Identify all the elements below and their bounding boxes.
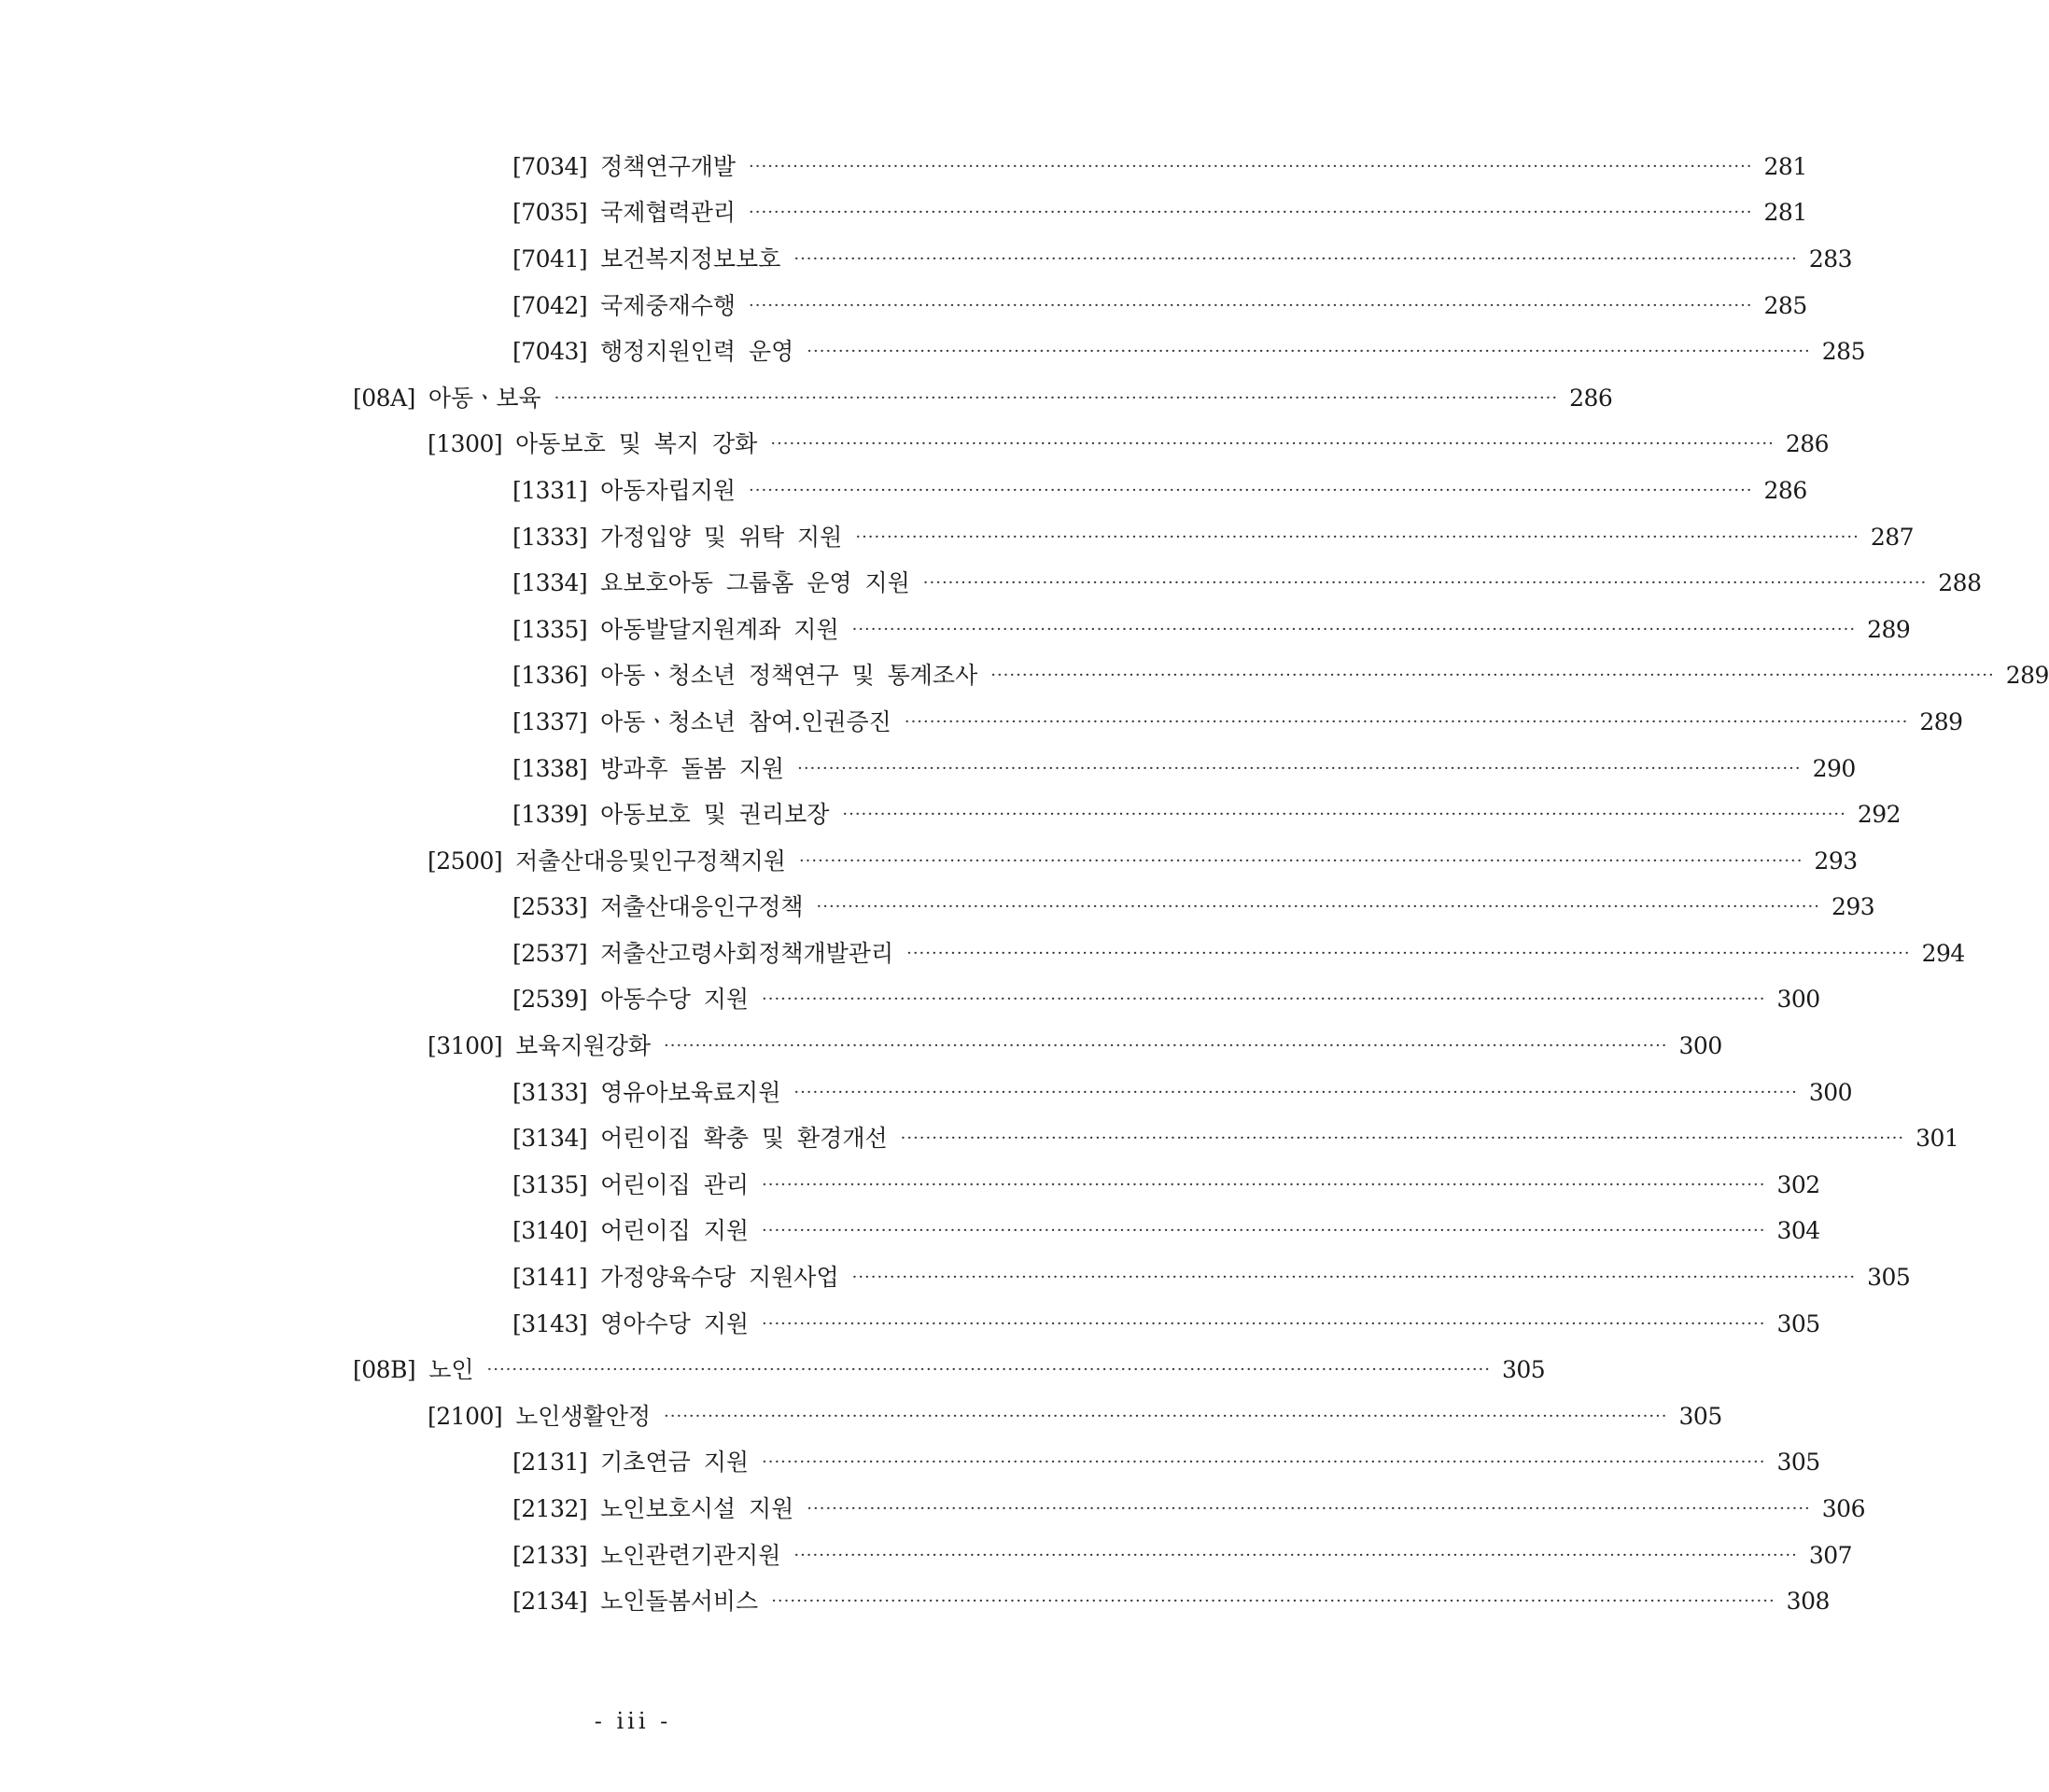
toc-entry[interactable] — [0, 1070, 1853, 1116]
toc-entry-title: 국제협력관리 — [600, 199, 737, 227]
toc-entry-title: 아동보호 및 권리보장 — [600, 801, 830, 829]
toc-entry[interactable] — [0, 607, 1911, 653]
toc-entry-title: 아동ㆍ보육 — [428, 384, 541, 412]
toc-entry-page: 286 — [1569, 384, 1613, 412]
toc-entry-page: 293 — [1814, 847, 1858, 875]
toc-entry-page: 305 — [1776, 1449, 1820, 1477]
toc-entry[interactable] — [0, 1347, 1546, 1393]
toc-entry-page: 300 — [1678, 1032, 1722, 1060]
toc-entry-title: 아동수당 지원 — [600, 986, 749, 1014]
toc-entry-title: 행정지원인력 운영 — [600, 338, 794, 366]
toc-entry[interactable] — [0, 1023, 1722, 1070]
toc-entry[interactable] — [0, 699, 1963, 746]
toc-entry-code: [2539] — [512, 986, 588, 1014]
toc-entry-title: 요보호아동 그룹홈 운영 지원 — [600, 569, 910, 597]
toc-entry-code: [1339] — [512, 801, 588, 829]
toc-entry[interactable] — [0, 422, 1830, 469]
toc-entry-page: 292 — [1857, 801, 1902, 829]
toc-entry[interactable] — [0, 514, 1915, 561]
dot-leader: ································································································································································ — [922, 573, 1928, 594]
toc-entry-code: [2500] — [428, 847, 503, 875]
toc-entry-code: [1300] — [428, 430, 503, 458]
toc-entry-code: [3134] — [512, 1125, 588, 1153]
toc-entry-title: 가정입양 및 위탁 지원 — [600, 523, 843, 551]
toc-entry[interactable] — [0, 1578, 1830, 1625]
toc-entry-code: [2100] — [428, 1402, 503, 1430]
dot-leader: ································································································································································ — [851, 1267, 1857, 1288]
dot-leader: ································································································································································ — [990, 665, 1995, 686]
toc-entry-title: 기초연금 지원 — [600, 1449, 749, 1477]
toc-entry-code: [2132] — [512, 1495, 588, 1523]
toc-entry-title: 아동ㆍ청소년 참여.인권증진 — [600, 707, 891, 735]
toc-entry-page: 287 — [1870, 523, 1915, 551]
toc-entry[interactable] — [0, 190, 1807, 237]
dot-leader: ································································································································································ — [749, 480, 1753, 500]
toc-entry[interactable] — [0, 791, 1902, 838]
toc-entry-page: 281 — [1763, 152, 1807, 180]
toc-entry-title: 아동보호 및 복지 강화 — [515, 430, 758, 458]
toc-entry-code: [3140] — [512, 1217, 588, 1245]
dot-leader: ································································································································································ — [851, 619, 1857, 639]
toc-entry-title: 보육지원강화 — [515, 1032, 652, 1060]
toc-entry-title: 영아수당 지원 — [600, 1309, 749, 1337]
toc-entry-page: 304 — [1776, 1217, 1820, 1245]
toc-entry-title: 노인생활안정 — [515, 1402, 652, 1430]
toc-entry-page: 283 — [1808, 245, 1853, 273]
toc-entry-code: [1336] — [512, 662, 588, 690]
toc-entry[interactable] — [0, 1393, 1722, 1440]
dot-leader: ································································································································································ — [798, 850, 1803, 871]
dot-leader: ································································································································································ — [770, 434, 1775, 455]
toc-entry-title: 노인관련기관지원 — [600, 1541, 781, 1569]
toc-entry-title: 아동자립지원 — [600, 476, 737, 504]
toc-entry-code: [2537] — [512, 939, 588, 967]
toc-entry[interactable] — [0, 1486, 1865, 1533]
toc-entry[interactable] — [0, 468, 1807, 514]
toc-entry-page: 289 — [2005, 662, 2049, 690]
toc-entry-code: [2134] — [512, 1588, 588, 1616]
table-of-contents — [0, 144, 2049, 1625]
toc-entry-code: [3135] — [512, 1170, 588, 1198]
toc-entry-title: 아동ㆍ청소년 정책연구 및 통계조사 — [600, 662, 978, 690]
toc-entry[interactable] — [0, 560, 1982, 607]
toc-entry-code: [1337] — [512, 707, 588, 735]
toc-entry[interactable] — [0, 144, 1807, 190]
dot-leader: ································································································································································ — [797, 758, 1802, 778]
toc-entry[interactable] — [0, 1301, 1820, 1348]
dot-leader: ································································································································································ — [762, 1452, 1766, 1473]
dot-leader: ································································································································································ — [749, 295, 1753, 315]
toc-entry[interactable] — [0, 375, 1613, 422]
toc-entry-title: 저출산대응및인구정책지원 — [515, 847, 786, 875]
dot-leader: ································································································································································ — [762, 989, 1766, 1010]
dot-leader: ································································································································································ — [816, 897, 1820, 917]
toc-entry-code: [7043] — [512, 338, 588, 366]
toc-entry[interactable] — [0, 931, 1965, 977]
toc-entry-page: 286 — [1763, 476, 1807, 504]
toc-entry-code: [08B] — [353, 1356, 416, 1384]
toc-entry[interactable] — [0, 1254, 1911, 1301]
toc-entry-title: 노인돌봄서비스 — [600, 1588, 759, 1616]
dot-leader: ································································································································································ — [906, 943, 1911, 963]
toc-entry-page: 285 — [1821, 338, 1865, 366]
toc-entry[interactable] — [0, 838, 1858, 885]
toc-entry-code: [7034] — [512, 152, 588, 180]
toc-entry-code: [7042] — [512, 291, 588, 319]
toc-entry[interactable] — [0, 1209, 1820, 1255]
toc-entry-page: 289 — [1867, 615, 1911, 643]
toc-entry-page: 305 — [1776, 1309, 1820, 1337]
toc-entry-page: 305 — [1867, 1264, 1911, 1292]
dot-leader: ································································································································································ — [749, 203, 1753, 223]
toc-entry-title: 국제중재수행 — [600, 291, 737, 319]
dot-leader: ································································································································································ — [793, 248, 1798, 269]
toc-entry-page: 301 — [1916, 1125, 1959, 1153]
dot-leader: ································································································································································ — [762, 1221, 1766, 1241]
toc-entry-title: 보건복지정보보호 — [600, 245, 781, 273]
toc-entry-title: 저출산대응인구정책 — [600, 893, 804, 921]
toc-entry-code: [1333] — [512, 523, 588, 551]
toc-entry-title: 방과후 돌봄 지원 — [600, 754, 785, 782]
toc-entry-title: 가정양육수당 지원사업 — [600, 1264, 839, 1292]
toc-entry-page: 300 — [1776, 986, 1820, 1014]
toc-entry-title: 노인보호시설 지원 — [600, 1495, 794, 1523]
toc-entry-page: 302 — [1776, 1170, 1820, 1198]
toc-entry[interactable] — [0, 283, 1807, 329]
toc-entry-code: [3143] — [512, 1309, 588, 1337]
dot-leader: ································································································································································ — [807, 1499, 1811, 1519]
toc-entry-page: 286 — [1785, 430, 1830, 458]
toc-entry-code: [08A] — [353, 384, 415, 412]
toc-entry-title: 정책연구개발 — [600, 152, 737, 180]
toc-entry-code: [7035] — [512, 199, 588, 227]
dot-leader: ································································································································································ — [900, 1128, 1905, 1149]
toc-entry[interactable] — [0, 746, 1856, 792]
toc-entry[interactable] — [0, 1440, 1820, 1487]
toc-entry-page: 281 — [1763, 199, 1807, 227]
toc-entry-title: 아동발달지원계좌 지원 — [600, 615, 839, 643]
page-number: - iii - — [594, 1708, 672, 1734]
toc-entry-title: 영유아보육료지원 — [600, 1078, 781, 1106]
toc-entry-code: [3141] — [512, 1264, 588, 1292]
dot-leader: ································································································································································ — [771, 1591, 1775, 1612]
dot-leader: ································································································································································ — [793, 1082, 1798, 1102]
toc-entry-page: 294 — [1921, 939, 1965, 967]
dot-leader: ································································································································································ — [807, 342, 1811, 362]
toc-entry[interactable] — [0, 1115, 1959, 1162]
toc-entry-code: [1335] — [512, 615, 588, 643]
toc-entry-code: [1334] — [512, 569, 588, 597]
toc-entry-code: [7041] — [512, 245, 588, 273]
toc-entry-page: 289 — [1919, 707, 1963, 735]
dot-leader: ································································································································································ — [842, 805, 1846, 825]
toc-entry-page: 305 — [1501, 1356, 1546, 1384]
dot-leader: ································································································································································ — [486, 1360, 1491, 1380]
toc-entry[interactable] — [0, 1162, 1820, 1209]
toc-entry[interactable] — [0, 977, 1820, 1024]
dot-leader: ································································································································································ — [664, 1406, 1668, 1426]
toc-entry[interactable] — [0, 329, 1865, 375]
toc-entry-code: [2533] — [512, 893, 588, 921]
dot-leader: ································································································································································ — [904, 711, 1909, 732]
dot-leader: ································································································································································ — [793, 1545, 1798, 1565]
toc-entry-title: 저출산고령사회정책개발관리 — [600, 939, 894, 967]
dot-leader: ································································································································································ — [762, 1313, 1766, 1334]
toc-entry-page: 293 — [1831, 893, 1875, 921]
dot-leader: ································································································································································ — [855, 526, 1860, 547]
toc-entry-code: [1338] — [512, 754, 588, 782]
toc-entry-page: 306 — [1821, 1495, 1865, 1523]
toc-entry-page: 305 — [1678, 1402, 1722, 1430]
toc-entry-code: [2131] — [512, 1449, 588, 1477]
toc-entry[interactable] — [0, 1533, 1853, 1579]
dot-leader: ································································································································································ — [554, 387, 1559, 408]
toc-entry-title: 어린이집 지원 — [600, 1217, 749, 1245]
toc-entry[interactable] — [0, 885, 1875, 931]
toc-entry-code: [3100] — [428, 1032, 503, 1060]
toc-entry-title: 노인 — [428, 1356, 474, 1384]
toc-entry-title: 어린이집 확충 및 환경개선 — [600, 1125, 888, 1153]
dot-leader: ································································································································································ — [762, 1174, 1766, 1195]
toc-entry[interactable] — [0, 236, 1853, 283]
toc-entry-page: 288 — [1938, 569, 1982, 597]
toc-entry-page: 290 — [1812, 754, 1856, 782]
toc-entry-page: 307 — [1808, 1541, 1853, 1569]
dot-leader: ································································································································································ — [664, 1036, 1668, 1057]
toc-entry-code: [1331] — [512, 476, 588, 504]
toc-entry-code: [2133] — [512, 1541, 588, 1569]
toc-entry-page: 308 — [1786, 1588, 1830, 1616]
toc-entry-page: 300 — [1808, 1078, 1853, 1106]
toc-entry-page: 285 — [1763, 291, 1807, 319]
toc-entry-code: [3133] — [512, 1078, 588, 1106]
toc-entry-title: 어린이집 관리 — [600, 1170, 749, 1198]
dot-leader: ································································································································································ — [749, 156, 1753, 176]
toc-entry[interactable] — [0, 653, 2049, 700]
